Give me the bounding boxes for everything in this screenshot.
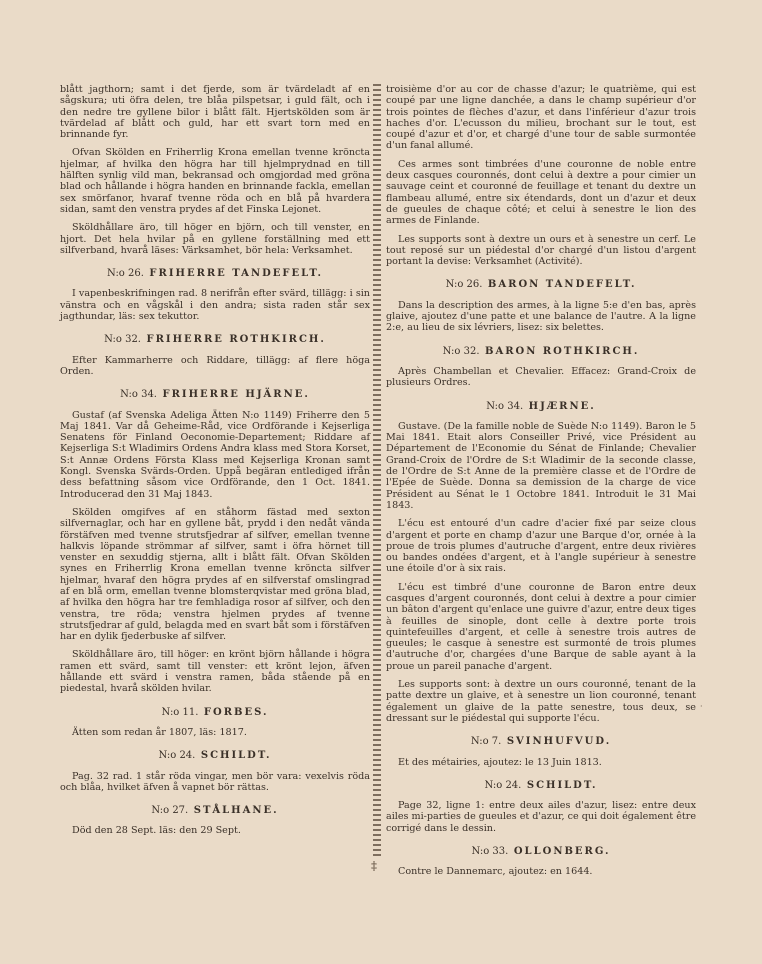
- section-number: N:o 34.: [120, 389, 157, 401]
- section-number: N:o 7.: [470, 736, 502, 748]
- section-number: N:o 24.: [484, 779, 522, 791]
- section-title: OLLONBERG.: [513, 846, 611, 858]
- paragraph: Dans la description des armes, à la ligne 5:e d'en bas, après glaive, ajoutez d'une patte et une balance de l'autre. A la ligne 2:e, au lieu de six lévriers, lisez: six belettes.: [386, 299, 696, 334]
- paragraph: Ces armes sont timbrées d'une couronne de noble entre deux casques couronnés, dont celui à dextre a pour cimier un sauvage ceint et couronné de feuillage et tenant du dextre un flambeau allumé, entre six étendards, dont un d'azur et deux de gueules de chaque côté; et celui à senestre le lion des armes de Finlande.: [386, 158, 696, 227]
- section-number: N:o 32.: [104, 334, 141, 346]
- section-number: N:o 32.: [442, 345, 480, 357]
- french-column: [386, 84, 696, 885]
- paragraph: L'écu est timbré d'une couronne de Baron entre deux casques d'argent couronnés, dont celui à dextre a pour cimier un bâton d'argent qu'enlace une guivre d'azur, entre deux tiges à feuilles de sinople, dont celle à dextre porte trois quintefeuilles d'argent, et celle à senestre trois autres de gueules; le casque à senestre est surmonté de trois plumes d'autruche d'or, chargées d'une Barque de sable ayant à la proue un pareil panache d'argent.: [386, 581, 696, 672]
- section-number: N:o 27.: [151, 805, 189, 817]
- section-heading: [386, 346, 696, 357]
- section-heading: [60, 750, 370, 761]
- paragraph: Les supports sont à dextre un ours et à senestre un cerf. Le tout reposé sur un piédestal d'or chargé d'un listou d'argent portant la devise: Verksamhet (Activité).: [386, 233, 696, 268]
- paragraph: Sköldhållare äro, till höger en björn, och till venster, en hjort. Det hela hvilar på en gyllene forställning med ett silfverband, hvarå läses: Värksamhet, bör hela: Verksamhet.: [60, 222, 370, 256]
- section-title: FRIHERRE ROTHKIRCH.: [146, 334, 326, 346]
- divider-ornament: ‡: [371, 859, 377, 873]
- section-heading: [386, 736, 696, 747]
- paragraph: Pag. 32 rad. 1 står röda vingar, men bör vara: vexelvis röda och blåa, hvilket äfven å vapnet bör rättas.: [60, 770, 370, 793]
- section-heading: [60, 389, 370, 400]
- column-divider: [373, 84, 381, 859]
- section-title: SCHILDT.: [200, 750, 272, 762]
- section-heading: [60, 268, 370, 279]
- section-heading: [60, 707, 370, 718]
- paragraph: L'écu est entouré d'un cadre d'acier fixé par seize clous d'argent et porte en champ d'azur une Barque d'or, ornée à la proue de trois plumes d'autruche d'argent, entre deux rivières ou bandes ondées d'argent, et à l'angle supérieur à senestre une étoile d'or à six rais.: [386, 518, 696, 575]
- paragraph: blått jagthorn; samt i det fjerde, som är tvärdeladt af en sågskura; uti öfra delen, tre blåa pilspetsar, i guld fält, och i den nedre tre gyllene bilor i blått fält. Hjertskölden som är tvärdelad af blått och guld, har ett svart torn med en brinnande fyr.: [60, 84, 370, 141]
- paragraph: Efter Kammarherre och Riddare, tillägg: af flere höga Orden.: [60, 354, 370, 377]
- section-number: N:o 24.: [158, 750, 196, 762]
- section-title: HJÆRNE.: [528, 400, 596, 412]
- section-number: N:o 33.: [471, 846, 509, 858]
- paragraph: Skölden omgifves af en ståhorm fästad med sexton silfvernaglar, och har en gyllene båt, prydd i den nedåt vända förstäfven med tvenne strutsfjedrar af silfver, emellan tvenne halkvis löpande strömmar af silfver, samt i öfra hörnet till venster en sexuddig stjerna, allt i blått fält. Ofvan Skölden synes en Friherrlig Krona emellan tvenne kröncta silfver hjelmar, hvaraf den högra prydes af en silfverstaf omslingrad af en blå orm, emellan tvenne blomsterqvistar med gröna blad, af hvilka den högra har tre femhladiga rosor af silfver, och den venstra, tre röda; venstra hjelmen prydes af tvenne strutsfjedrar af guld, belagda med en svart båt som i förstäfven har en dylik fjederbuske af silfver.: [60, 506, 370, 643]
- section-number: N:o 11.: [161, 706, 199, 718]
- ink-speck: ·: [700, 702, 703, 711]
- section-heading: [386, 279, 696, 290]
- paragraph: Ofvan Skölden en Friherrlig Krona emellan tvenne kröncta hjelmar, af hvilka den högra har till hjelmprydnad en till hälften synlig vild man, bekransad och omgjordad med gröna blad och hållande i högra handen en brinnande fackla, emellan sex smörfanor, hvaraf tvenne röda och en blå på hvardera sidan, samt den venstra prydes af det Finska Lejonet.: [60, 147, 370, 215]
- paragraph: troisième d'or au cor de chasse d'azur; le quatrième, qui est coupé par une ligne danchée, a dans le champ supérieur d'or trois pointes de flèches d'azur, et dans l'inférieur d'azur trois haches d'or. L'ecusson du milieu, brochant sur le tout, est coupé d'azur et d'or, et chargé d'une tour de sable surmontée d'un fanal allumé.: [386, 84, 696, 152]
- section-number: N:o 26.: [107, 268, 144, 280]
- section-title: STÅLHANE.: [193, 805, 279, 817]
- paragraph: Död den 28 Sept. läs: den 29 Sept.: [72, 825, 241, 837]
- swedish-column: [60, 84, 370, 844]
- paragraph: Ätten som redan år 1807, läs: 1817.: [72, 726, 247, 738]
- section-number: N:o 26.: [445, 279, 483, 291]
- section-heading: [386, 846, 696, 857]
- section-title: FRIHERRE HJÄRNE.: [162, 389, 310, 401]
- section-title: BARON ROTHKIRCH.: [485, 345, 640, 357]
- paragraph: Et des métairies, ajoutez: le 13 Juin 1813.: [398, 756, 602, 768]
- paragraph: Gustaf (af Svenska Adeliga Ätten N:o 1149) Friherre den 5 Maj 1841. Var då Geheime-Råd, vice Ordförande i Kejserliga Senatens för Finland Oeconomie-Departement; Riddare af Kejserliga S:t Wladimirs Ordens Andra klass med Stora Korset, S:t Annæ Ordens Första Klass med Kejserliga Kronan samt Kongl. Svenska Svärds-Orden. Uppå begäran entlediged ifrån dess befattning såsom vice Ordförande, den 1 Oct. 1841. Introducerad den 31 Maj 1843.: [60, 409, 370, 500]
- section-title: SCHILDT.: [526, 779, 598, 791]
- section-title: FRIHERRE TANDEFELT.: [149, 268, 323, 280]
- section-heading: [60, 805, 370, 816]
- section-heading: [60, 334, 370, 345]
- paragraph: Page 32, ligne 1: entre deux ailes d'azur, lisez: entre deux ailes mi-parties de gueules et d'azur, ce qui doit également être corrigé dans le dessin.: [386, 800, 697, 834]
- paragraph: Les supports sont: à dextre un ours couronné, tenant de la patte dextre un glaive, et à senestre un lion couronné, tenant également un glaive de la patte senestre, tous deux, se dressant sur le piédestal qui supporte l'écu.: [386, 679, 696, 724]
- section-heading: [386, 780, 696, 791]
- section-title: SVINHUFVUD.: [506, 736, 612, 748]
- section-title: FORBES.: [203, 706, 269, 718]
- paragraph: Après Chambellan et Chevalier. Effacez: Grand-Croix de plusieurs Ordres.: [386, 365, 696, 389]
- paragraph: Sköldhållare äro, till höger: en krönt björn hållande i högra ramen ett svärd, samt till venster: ett krönt lejon, äfven hållande ett svärd i venstra ramen, båda stående på en piedestal, hvarå skölden hvilar.: [60, 649, 370, 695]
- paragraph: Contre le Dannemarc, ajoutez: en 1644.: [398, 866, 593, 878]
- section-number: N:o 34.: [486, 400, 524, 412]
- section-title: BARON TANDEFELT.: [487, 279, 637, 291]
- paragraph: I vapenbeskrifningen rad. 8 nerifrån efter svärd, tillägg: i sin vänstra och en vågskål i den andra; sista raden står sex jagthundar, läs: sex tekuttor.: [60, 288, 370, 323]
- paragraph: Gustave. (De la famille noble de Suède N:o 1149). Baron le 5 Mai 1841. Etait alors Conseiller Privé, vice Président au Département de l'Economie du Sénat de Finlande; Chevalier Grand-Croix de l'Ordre de S:t Wladimir de la seconde classe, de l'Ordre de S:t Anne de la première classe et de l'Ordre de l'Epée de Suède. Donna sa demission de la charge de vice Président au Sénat le 1 Octobre 1841. Introduit le 31 Mai 1843.: [386, 420, 696, 511]
- section-heading: [386, 401, 696, 412]
